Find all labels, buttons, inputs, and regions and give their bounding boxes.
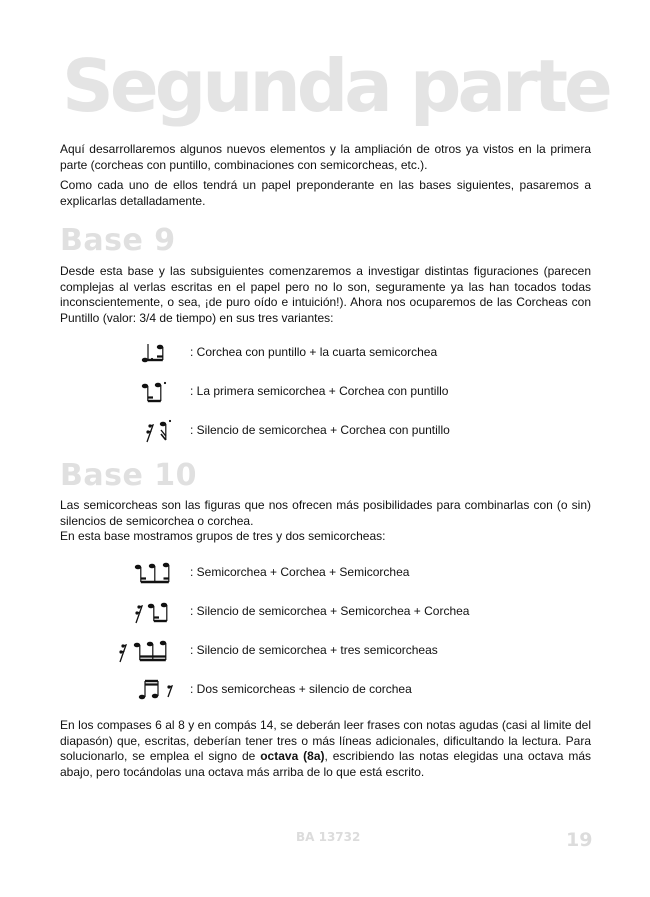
figure-row [130,338,590,368]
figure-label: : Silencio de semicorchea + Corchea con puntillo [190,423,450,437]
base9-paragraph: Desde esta base y las subsiguientes comenzaremos a investigar distintas figuraciones (parecen complejas al verlas escritas en el papel pero no lo son, seguramente ya las han tocados todas inconscientemente, o sea, ¡de puro oído e intuición!). Ahora nos ocuparemos de las Corcheas con Puntillo (valor: 3/4 de tiempo) en sus tres variantes: [60,264,591,325]
closing-text-part-1: En los compases 6 al 8 y en compás 14, se deberán leer frases con notas agudas (casi al limite del diapasón) que, escritas, deberían tener tres o más líneas adicionales, dificultando la lectura. Para solucionarlo, se emplea el signo de [60,718,591,763]
figure-label: : Silencio de semicorchea + Semicorchea + Corchea [190,604,470,618]
page-number: 19 [566,829,593,851]
base10-paragraph-line-2: En esta base mostramos grupos de tres y dos semicorcheas: [60,529,386,543]
figure-label: : La primera semicorchea + Corchea con puntillo [190,384,449,398]
intro-paragraph-1: Aquí desarrollaremos algunos nuevos elementos y la ampliación de otros ya vistos en la primera parte (corcheas con puntillo, combinaciones con semicorcheas, etc.). [60,142,591,172]
sixteenth-rest-dotted-eighth-icon [130,416,176,446]
intro-paragraph-2: Como cada uno de ellos tendrá un papel preponderante en las bases siguientes, pasaremos a explicarlas detalladamente. [60,178,591,208]
figure-row [130,675,590,705]
octava-term: octava (8a) [260,749,325,763]
figure-row [130,558,590,588]
base9-heading: Base 9 [60,223,176,258]
base10-heading: Base 10 [60,458,198,493]
two-sixteenths-eighth-rest-icon [130,675,180,705]
figure-label: : Corchea con puntillo + la cuarta semicorchea [190,345,438,359]
figure-label: : Dos semicorcheas + silencio de corchea [190,682,412,696]
figure-label: : Silencio de semicorchea + tres semicorcheas [190,643,438,657]
rest-three-sixteenths-icon [110,636,176,666]
page-title: Segunda parte [62,44,609,128]
figure-label: : Semicorchea + Corchea + Semicorchea [190,565,410,579]
figure-row [110,636,590,666]
sixteenth-dotted-eighth-icon [136,377,176,407]
rest-sixteenth-eighth-icon [130,597,176,627]
sixteenth-eighth-sixteenth-icon [130,558,176,588]
catalog-code: BA 13732 [296,830,361,844]
figure-row [130,597,590,627]
base10-paragraph-line-1: Las semicorcheas son las figuras que nos ofrecen más posibilidades para combinarlas con (o sin) silencios de semicorchea o corchea. [60,498,591,528]
base10-closing-paragraph [60,718,591,780]
dotted-eighth-sixteenth-icon [136,338,176,368]
figure-row [130,416,590,446]
closing-text-part-2: , escribiendo las notas elegidas una octava más abajo, pero tocándolas una octava más arriba de lo que está escrito. [60,749,591,779]
figure-row [130,377,590,407]
